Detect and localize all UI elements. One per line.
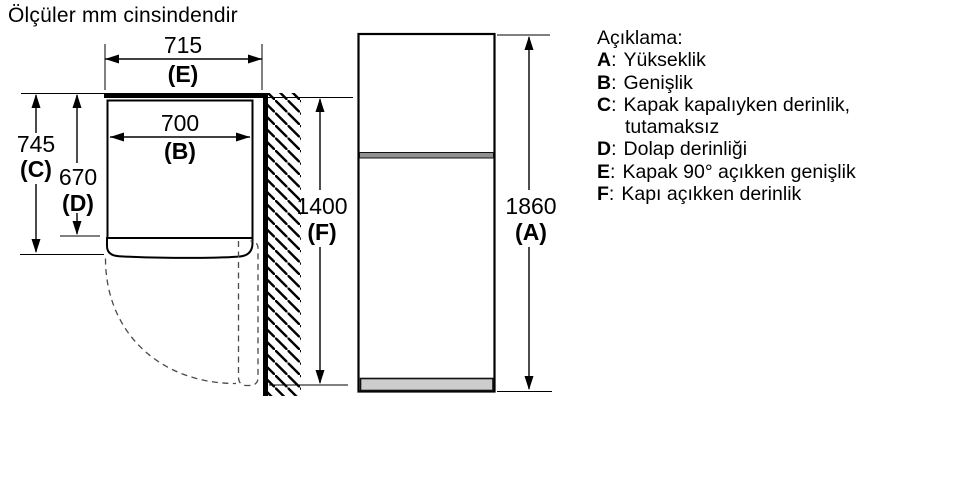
legend-item-e <box>597 161 856 183</box>
dimension-e <box>105 32 262 90</box>
plinth <box>361 379 494 391</box>
arrowhead-down-icon <box>316 370 325 384</box>
dimension-a <box>497 35 557 392</box>
legend <box>597 27 856 205</box>
legend-text: Dolap derinliği <box>623 138 748 161</box>
figure-title: Ölçüler mm cinsindendir <box>8 4 238 27</box>
arrowhead-right-icon <box>248 55 262 64</box>
legend-item-a <box>597 49 856 71</box>
legend-key: A <box>597 49 612 72</box>
front-view <box>359 34 495 392</box>
arrowhead-up-icon <box>525 36 534 50</box>
legend-text: Kapı açıkken derinlik <box>621 183 802 206</box>
legend-title: Açıklama: <box>597 27 683 49</box>
legend-item-c <box>597 94 856 116</box>
legend-item-f <box>597 183 856 205</box>
dimension-letter: (E) <box>167 61 199 87</box>
legend-text: Yükseklik <box>623 49 706 72</box>
legend-key: F <box>597 183 609 206</box>
door-swing-arc <box>106 259 237 384</box>
dimension-letter: (C) <box>20 156 52 182</box>
legend-colon: : <box>611 71 617 94</box>
dimension-letter: (F) <box>307 219 337 245</box>
arrowhead-up-icon <box>316 98 325 112</box>
legend-key: C <box>597 93 612 116</box>
legend-key: E <box>597 160 611 183</box>
legend-item-b <box>597 72 856 94</box>
legend-text: Genişlik <box>623 71 693 94</box>
closed-door-outline <box>107 238 253 258</box>
legend-text: Kapak kapalıyken derinlik, <box>623 93 851 116</box>
arrowhead-down-icon <box>32 239 41 253</box>
dimension-value: 670 <box>58 164 98 190</box>
dimension-value: 1400 <box>296 193 348 219</box>
arrowhead-left-icon <box>105 55 119 64</box>
dimension-letter: (D) <box>62 190 94 216</box>
dimension-value: 700 <box>160 110 200 136</box>
dimension-d <box>59 94 100 236</box>
legend-colon: : <box>608 183 615 206</box>
legend-colon: : <box>611 93 617 116</box>
legend-key: D <box>597 138 612 161</box>
arrowhead-up-icon <box>32 94 41 108</box>
wall-hatching <box>268 93 301 396</box>
legend-item-d <box>597 138 856 160</box>
legend-colon: : <box>611 49 617 72</box>
legend-text: Kapak 90° açıkken genişlik <box>622 160 856 183</box>
arrowhead-up-icon <box>73 94 82 108</box>
legend-item-c-continued: tutamaksız <box>625 116 720 139</box>
open-door-dashed-outline <box>239 241 259 386</box>
arrowhead-down-icon <box>525 376 534 390</box>
arrowhead-down-icon <box>73 221 82 235</box>
dimension-value: 1860 <box>505 193 557 219</box>
legend-colon: : <box>610 160 616 183</box>
dimension-letter: (A) <box>515 219 547 245</box>
dimension-value: 745 <box>16 131 56 157</box>
legend-colon: : <box>611 138 617 161</box>
fridge-front-outline <box>359 34 495 392</box>
compartment-divider <box>360 153 494 159</box>
dimension-letter: (B) <box>164 138 196 164</box>
legend-key: B <box>597 71 612 94</box>
top-view <box>104 93 301 396</box>
dimension-value: 715 <box>163 32 203 58</box>
